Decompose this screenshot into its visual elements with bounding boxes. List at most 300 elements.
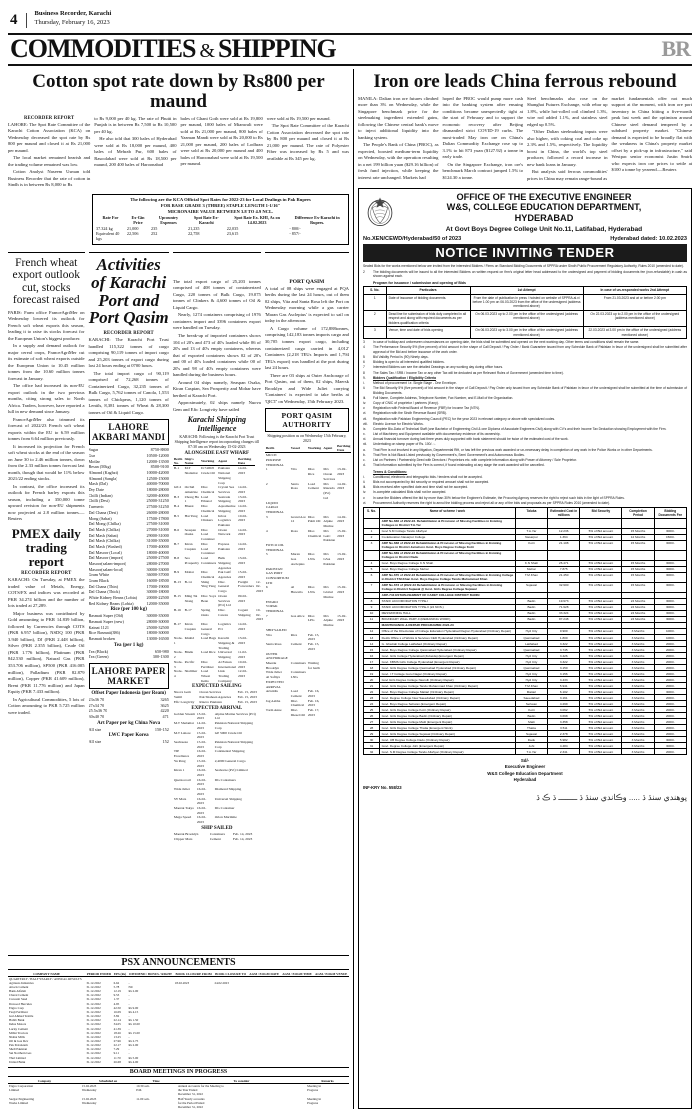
th: BOOK CLOSURE TO [213,972,247,977]
table-row [265,708,352,717]
td: 20 [363,677,379,683]
td [322,567,336,586]
td: D.7400/0 Crude Oil [200,466,217,485]
para: A Cargo volume of 172,888tonnes, comprising 142,183 tonnes imports cargo and 30,705 tonnes export cargo, including containerized cargo carried in 4,012' Containers (2,218 TEUs Imports and 1,794 TEUs export) was handled at the port during last 24 hours. [265,326,349,372]
td: 14-02-2023 [336,482,351,501]
td: MULTI PURPOSE TERMINAL [265,453,290,468]
td: Khalid [184,636,200,650]
td: B-5 [173,514,184,528]
kca-spot-rate-table-wrap [92,192,349,247]
item-text: Complete Bio-Data of Technical Staff (one Bachelor of Engineering Civil & one Diploma of Associate Engineers Civil) along with CV's and their Income Tax Deduction showing Employment with the Firm. [373,427,687,432]
tender-clause [363,432,687,437]
td: Hyd City [515,671,547,677]
td: Inbox Logistics Pakistan [217,514,237,528]
item-text: The Performance Security 5% (five percent) of bid amount in the shape of Call Deposit / Pay Order / Bank Guarantee issued from any Schedule Bank of Pakistan in favor of the undersigned shall be submitted after approval of the Bid and before issuance of the work order. [373,345,687,354]
td: B-15 [173,594,184,608]
td: Qasimabad [515,665,547,671]
td: 2000/- [654,665,686,671]
td: 15-02-2023 [196,731,214,740]
td: 252 [150,231,187,242]
td: Hyd City [515,628,547,634]
td: GP-2 [173,485,184,494]
td: Vemil [173,695,199,700]
td: - [127,1002,173,1006]
table-row [265,642,352,651]
row-value: 8750-8800 [149,447,169,453]
td [654,550,686,560]
td: 31.12.2022 [85,1002,112,1006]
td: 22,035 [226,226,289,231]
td: 3 [265,515,290,529]
td: 5.982 [548,737,580,743]
td: Rosa [290,529,307,543]
table-row [265,501,352,515]
td: Habib Bank [8,1018,85,1022]
row-label: Mong (Sabat) [89,516,112,522]
para: bales of Ghani Goth were sold at Rs 19,800 per maund, 1000 bales of Mianwali were sold at Rs 21,000 per maund, 800 bales of Yazman Mandi were sold at Rs 20,000 to Rs 21,000 per maund, 200 bales of Lodhran were sold at Rs 20,000 per maund and 400 bales of Haroonabad were sold at Rs 19,500 per maund. [181,116,263,168]
table-row [265,453,352,468]
td: 18.26 [113,1031,128,1035]
td: - [127,1035,173,1039]
para: Steel benchmarks also rose on the Shanghai Futures Exchange, with rebar up 1.8%, while hot-rolled coil climbed 1.3%, wire rod added 1.1%, and stainless steel edged up 0.5%. [527,96,608,129]
td: 31.12.2022 [85,1060,112,1064]
td: 26.471 [548,560,580,566]
item-number: 7 [363,365,370,370]
td: Govt. Girls Degree College Tando Muhammad Khan (Ordinary Repair) [380,683,516,689]
wheat-headline: French wheat export outlook cut, stocks forecast raised [8,257,85,307]
left-col-a [8,249,85,952]
tender-meta [363,236,687,242]
td: Sui Northern Gas [8,1051,85,1055]
table-row [265,529,352,543]
td [336,600,351,614]
th: Working [307,444,322,453]
td: 26.68 [113,1060,128,1064]
td: 3.745 [548,647,580,653]
td: Kotri [515,707,547,713]
td: 2.378 [548,731,580,737]
td: Rs 1.50 [127,1018,173,1022]
cotton-byline: RECORDER REPORT [8,116,90,121]
td: M/s Ocean Services [322,467,336,481]
td: Badin [515,604,547,610]
td: 3.161 [548,695,580,701]
td: Govt. Boys Degree College K.N Shah [380,560,516,566]
iron-col-1 [358,96,439,184]
row-value: 28000-30000 [144,619,168,625]
lahore-paper-market-header: LAHORE PAPER MARKET [89,663,169,689]
td: Universal Shipping [217,650,237,659]
th: Bid Security [580,508,622,518]
td: From 21.03.2023 and at or before 2.00 pm [583,294,686,310]
td: 15 Months [622,540,654,550]
table-row [173,622,264,636]
cotton-col-4 [267,116,349,190]
td: 2000/- [654,683,686,689]
td: 42.50 [113,1006,128,1010]
td: Johi [515,743,547,749]
td: Torm Anne [265,708,290,717]
row-value: 27500-31250 [144,504,168,510]
td: 5% of Bid amount [580,695,622,701]
td: 14-02-2023 [237,622,255,636]
td: 1 [363,528,379,534]
tender-advertisement [358,188,692,1109]
para: Cotton Analyst Naseem Usman told Business Recorder that the rate of cotton in Sindh is in between Rs 8,000 to Rs [8,169,90,189]
item-number: 8 [363,371,370,376]
para: A total of 08 ships were engaged at PQA berths during the last 24 hours, out of them 02 ships, Vita and Santa Rosa left the Port on Wednesday morning while a gas carrier 'Maran Gas Asclepius' is expected to sail on today in the afternoon. [265,286,349,325]
td: Disc. Chemical [307,529,322,543]
td: Matiari [515,689,547,695]
table-row [173,669,264,683]
td: B-7 [173,542,184,556]
td: Nishat Mills [8,1035,85,1039]
td: Hai Yang [184,514,200,528]
item-number: c. [363,458,370,463]
td: Aquamarine Shipping [217,504,237,513]
row-label: All size [89,739,102,745]
item-text: Conditional, electronic and telegraphic bids / tenders shall not be accepted. [373,475,687,480]
td [307,567,322,586]
row-label: Almond (Sangla) [89,476,118,482]
td: Quetzocoatl [173,778,196,787]
td: 6 [265,585,290,599]
td: M/s Alpine Marine [322,515,336,529]
board-meetings-title: BOARD MEETINGS IN PROGRESS [8,1067,349,1077]
td: Logistics Pvt [217,622,237,636]
td: 2 [363,534,379,540]
td: 12.19 [113,989,128,993]
td: Jag Aabha [265,699,290,708]
td: Govt. I.T College Guru Nagar (Ordinary Repair) [380,671,516,677]
td: Rs 10.00 [127,1022,173,1026]
td: 5% of Bid amount [580,671,622,677]
th: AGM / EOGM TIME [281,972,314,977]
td: Govt S.M College Tando Allahyar [380,528,516,534]
td: 4.484 [548,743,580,749]
td: 3.698 [548,713,580,719]
item-text: Registration with Pakistan Engineering Council (PEC) for the year 2023 in relevant category or above with specialized codes. [373,417,687,422]
td: 16-02-2023 [196,778,214,787]
td: 3000/- [654,582,686,592]
td: Load Cement [307,482,322,501]
row-label: Chilli (Indian) [89,493,113,499]
table-row [173,542,264,556]
td: 15.02.2023 [81,1097,135,1101]
para: market fundamentals offer not much support at the moment, with iron ore port inventory in China hitting a five-month peak last week and the optimism around Chinese steel demand tempered by a subdued property market. "Chinese demand is expected to be broadly flat with the weakness in China's property market offset by a pick-up in infrastructure," said Westpac senior economist Justin Smirk who expects iron ore prices to settle at $100 a tonne by yearend.—Reuters [612,96,693,174]
td: Attock Cement [8,985,85,989]
tender-address: At Govt Boys Degree College Unit No.11, Latifabad, Hyderabad [401,226,687,233]
row-value: 12000-13500 [144,459,168,465]
row-value: 27000-31000 [144,527,168,533]
td: Seabreeze [173,740,196,749]
td: 24 [363,701,379,707]
td: 15-02-2023 [196,740,214,749]
shipping-arrival-table [173,712,261,825]
td: 5% of Bid amount [580,641,622,647]
td: 3.322 [548,659,580,665]
td: Nasarpur [515,534,547,540]
td: 5% of Bid amount [580,534,622,540]
td: 16.09 [113,1010,128,1014]
td: 15 Months [622,560,654,566]
th: S. No. [363,287,386,294]
td: Badin [515,616,547,622]
left-col-c [173,249,261,952]
row-label: Dry Date [89,487,104,493]
item-number: v. [363,406,370,411]
td: 10-02-2023 [255,608,264,622]
row-label: Masoor(salam-local) [89,567,124,573]
item-text: Electric Licence for Electric Works. [373,422,687,427]
td: 5 [265,552,290,566]
psx-title: PSX ANNOUNCEMENTS [8,955,349,970]
table-row [95,231,346,242]
td: Load Rice [200,650,217,659]
td: 1 [265,467,290,481]
td [322,453,336,468]
td: Pakistan National Shipping Corp [217,466,237,485]
td: 5% of Bid amount [580,731,622,737]
td: 3000/- [654,598,686,604]
td: Disc. Chemical [290,699,307,708]
td [548,518,580,528]
td [654,518,686,528]
item-text: Bid Validity Period is (90) Ninety days. [373,355,687,360]
td: 3 Months [622,701,654,707]
td: Load Containers [200,556,217,570]
td: Bluesi [184,504,200,513]
td: Feb. 16, 2023 [307,689,322,698]
th: In case of un-responded works 2nd Attempt [583,287,686,294]
tender-clause [363,501,687,506]
td: December 31, 2022 [177,1105,306,1109]
table-row [173,740,261,749]
item-text: That Firm is not involved in any litigation, Departmental Rift, or has left the previous work awarded or un-necessary delay in completion of any work in the Police Works or in other Departments. [373,448,687,453]
td: 11-02-2023 [237,650,255,659]
table-row [173,580,264,594]
td: 71.928 [548,604,580,610]
shipping-intelligence-title: Karachi Shipping Intelligence [173,415,261,433]
tender-office-titles [401,192,687,234]
td: 10-02-2023 [237,514,255,528]
td: 9 [363,604,379,610]
item-text: Annual financial turnover during last three years duly supported with bank statement should be twice of the estimated cost of the work. [373,437,687,442]
td: Load Clinkers [200,514,217,528]
td: 3000/- [654,566,686,572]
para: The total import cargo of 90,119 comprised of 72,268 tonnes of Containerized Cargo, 32,235 tonnes of Bulk Cargo, 5,762 tonnes of Canola, 1,553 tonnes of Chickpeas, 1,120 tonnes of Lentils, 8,381 tonnes of Wheat & 28,300 tonnes of Oil & Liquid Cargo. [89,371,169,417]
td: Grand Ace 12 [290,515,307,529]
table-row [265,614,352,628]
td [8,1105,81,1109]
th: Upcountry Expenses [150,215,187,226]
td: - [127,981,173,985]
table-row [363,582,686,592]
table-header-row [8,972,349,977]
td: 2000/- [654,725,686,731]
td: Qasimabad [515,647,547,653]
td [290,501,307,515]
td: Hyd City [515,659,547,665]
td: Feb. 14, 2023 [232,837,261,842]
td: LIQUID CARGO TERMINAL [265,501,290,515]
td: T.A.Yar [515,749,547,755]
td: Badin [515,610,547,616]
td: 31.12.2022 [85,1031,112,1035]
td: Mohar [184,570,200,579]
td [363,550,379,560]
table-row [173,514,264,528]
row-label: Tea (Green) [89,654,109,660]
td: 3.150 [548,665,580,671]
td [313,1060,349,1064]
item-number: vi. [363,501,370,506]
item-text: Registration with the Sindh Revenue Board (SRB). [373,411,687,416]
td: Load Ethanol [200,495,217,504]
activities-col2-text [173,279,261,413]
td: 13 [363,635,379,641]
cotton-col3-text [181,116,263,168]
th: Ex-Gin Price [126,215,150,226]
kca-table-title-2: FOR BASE GRADE 3 (THREE) STAPLE LENGTH 1-1/16" [95,203,346,209]
th: Ship's Name [184,457,200,466]
table-row [363,294,686,310]
tender-clause [363,406,687,411]
publication-name: Business Recorder, Karachi [35,10,112,19]
tender-clause [363,422,687,427]
td: 5% of Bid amount [580,701,622,707]
item-number: 6 [363,360,370,365]
cotton-headline: Cotton spot rate down by Rs800 per maund [8,72,349,112]
th: Agent [322,444,336,453]
td: B-6 [173,528,184,542]
row-value: 300-1300 [151,654,169,660]
td: Link Trading Company [217,669,237,683]
td: M.T Shalamar [184,466,200,485]
activities-byline: RECORDER REPORT [89,331,169,336]
td: Continental Shipping [214,749,261,758]
td: 3 Months [622,665,654,671]
tender-clause [363,496,687,501]
td: T.M.Khan [515,683,547,689]
td: Engro Corp [8,1006,85,1010]
ship-sailed-head: SHIP SAILED [173,826,261,831]
table-header-row [265,444,352,453]
item-text: The Sales Tax / SRB / Income Tax or any other Tax will be deducted as per Relevant Rules of Government (amended time to time). [373,371,687,376]
cotton-col-2 [94,116,176,190]
section-title-part2: SHIPPING [218,34,336,63]
iron-story [358,96,692,184]
td: Nuova Gem [173,690,199,695]
td: 9.11 [113,1051,128,1055]
td: 31.12.2022 [85,1014,112,1018]
td: 2000/- [654,677,686,683]
td: Riazco Pakistan [198,700,236,705]
table-row [173,504,264,513]
page-content [8,69,692,1109]
td: Disc. Palm Oil [307,515,322,529]
td: B-13 [173,580,184,594]
td: 31.12.2022 [85,1010,112,1014]
td: 6 [363,572,379,582]
row-label: Red Kidney Beans (Lobia) [89,601,134,607]
td: Bulk Shipping Agencies [217,556,237,570]
th: Berth No. [173,457,184,466]
td: Oil & Gas Dev [8,1039,85,1043]
td: Disc. Load Container [200,528,217,542]
table-row [363,572,686,582]
td: Millat Tractors [8,1031,85,1035]
tender-urdu-line: پوهندي سنڌ ڌ ..... وڪاندي سنڌ ڌ ــــــــ ڌ ڪ ڌ [363,793,687,802]
td: 0.900 [548,628,580,634]
offset-paper-subhead: Offset Paper Indonesia (per Ream) [89,691,169,696]
item-number: vi. [363,411,370,416]
row-label: Basmati Super (Old) [89,613,124,619]
td: 3 Months [622,641,654,647]
table-row [173,797,261,806]
item-number: ii. [363,480,370,485]
td: STAFF ACCOMODATION TYPE-I [380,598,516,604]
item-number: iv. [363,401,370,406]
td: Feb. 15, 2023 [237,690,261,695]
td: the Year Ended [177,1088,306,1092]
row-value: 17500-17800 [144,516,168,522]
para: Major business was contributed by Gold amounting to PKR 14.839 billion, followed by Currencies through COTS (PKR 6.957 billion), NSDQ 100 (PKR 3.940 billion), DJ (PKR 2.448 billion), Silver (PKR 2.355 billion), Crude Oil (PKR 1.776 billion), Platinum (PKR 842.530 million), Natural Gas (PKR 353.706 million), SP500 (PKR 416.005 million), Palladium (PKR 82.879 million), Copper (PKR 41.609 million), Brent (PKR 11.776 million) and Japan Equity (PKR 7.433 million). [8,611,85,696]
td: 1.37 [113,997,128,1001]
td: Feb. 15, 2023 [237,695,261,700]
tender-header [363,192,687,234]
government-emblem-icon [363,195,397,229]
td: 4 [363,560,379,566]
section-title-part1: COMMODITIES [10,34,195,63]
td: 5% of Bid amount [580,665,622,671]
td: Al Faisan International [217,660,237,669]
masthead [8,6,692,30]
item-number: d. [363,463,370,468]
td: Rs 2.00 [127,1043,173,1047]
tender-office-line1: OFFICE OF THE EXECUTIVE ENGINEER [401,192,687,203]
td: 14-02-2023 [336,515,351,529]
row-value: 25000-32500 [144,625,168,631]
cotton-col1-text [8,122,90,189]
td: B-14 [184,580,200,594]
td: Kotri [515,540,547,550]
td: EXPECTED ARRIVAL [265,680,290,689]
pmex-text [8,577,85,716]
divider [265,252,349,253]
row-value: 40000-70000 [144,481,168,487]
table-header-row [95,215,346,226]
tender-signature [363,758,687,783]
kca-table-title-1: The following are the KCA Official Spot Rates for 2022-23 for Local Dealings in Pak Rupees [95,197,346,203]
th: PERIOD ENDED [85,972,112,977]
row-label: Gram White [89,572,110,578]
item-text: Method of procurement i.e. Single Stage - One Envelope. [373,381,687,386]
right-zone [353,69,692,1109]
td: Seatrade Shipping [217,495,237,504]
td [307,501,322,515]
td: Govt. S.M Degree College Tando Allahyar (Ordinary Repair) [380,749,516,755]
td: Qasimabad [515,635,547,641]
table-row [265,689,352,698]
row-value: 28000-27000 [144,561,168,567]
th: Rate For [95,215,126,226]
td: 21 [363,683,379,689]
td: PAKISTAN GAS PORT CONSORTIUM LTD [265,567,290,586]
item-number: iii. [363,485,370,490]
th: 1st Attempt [470,287,583,294]
td: 13-02-2023 [196,712,214,721]
